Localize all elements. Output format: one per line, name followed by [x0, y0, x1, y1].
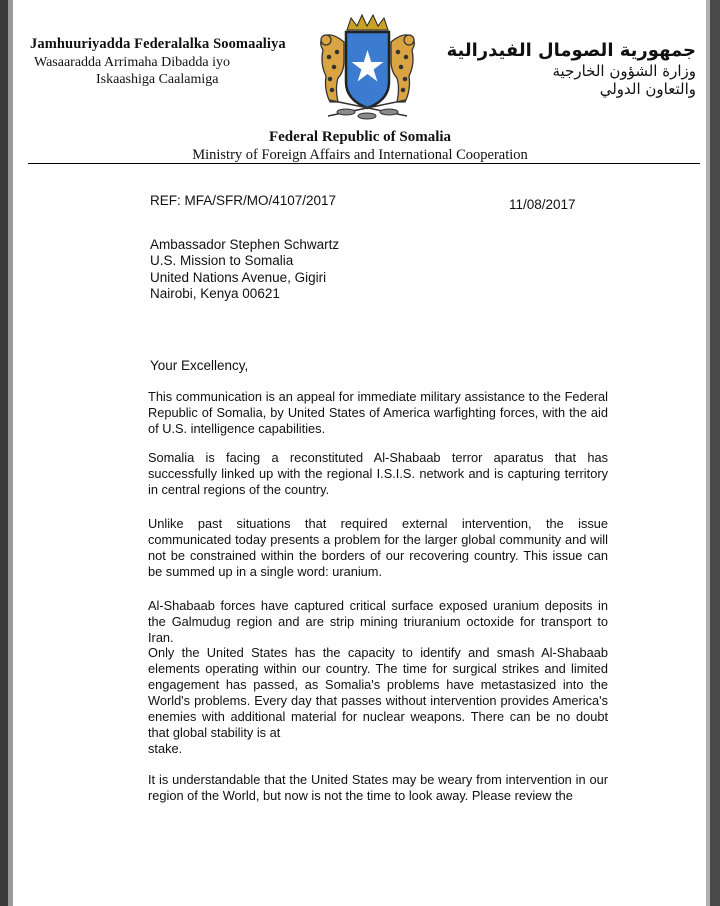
letterhead-arabic-line1: جمهورية الصومال الفيدرالية [446, 40, 696, 61]
recipient-street: United Nations Avenue, Gigiri [150, 269, 327, 285]
recipient-name: Ambassador Stephen Schwartz [150, 237, 340, 252]
paragraph-tail: stake. [148, 741, 183, 756]
recipient-city: Nairobi, Kenya 00621 [150, 285, 280, 301]
letterhead-title: Federal Republic of Somalia [268, 129, 452, 145]
paragraph: Somalia is facing a reconstituted Al-Shabaab terror aparatus that has successfully linked up with the regional I.S.I.S. network and is capturing territory in central regions of the country. [148, 450, 608, 497]
paragraph [148, 645, 608, 757]
letterhead-somali-line2: Wasaaradda Arrimaha Dibadda iyo [34, 55, 230, 70]
reference-number: REF: MFA/SFR/MO/4107/2017 [150, 193, 337, 208]
somalia-coat-of-arms-icon [310, 12, 425, 124]
paragraph-body: Only the United States has the capacity to identify and smash Al-Shabaab elements operating within our country. The time for surgical strikes and limited engagement has passed, as Somalia's problems have metastasized into the World's problems. Every day that passes without intervention provides America's enemies with additional material for nuclear weapons. There can be no doubt that global stability is at [148, 645, 608, 740]
letterhead-somali-line3: Iskaashiga Caalamiga [96, 72, 219, 87]
letterhead-arabic-line3: والتعاون الدولي [599, 80, 696, 98]
emblem-leopard-left [321, 35, 344, 102]
emblem-leopard-right [391, 35, 414, 102]
paragraph: Al-Shabaab forces have captured critical surface exposed uranium deposits in the Galmudug region and are strip mining triuranium octoxide for transport to Iran. [148, 598, 608, 645]
recipient-address [150, 237, 339, 302]
paragraph: This communication is an appeal for immediate military assistance to the Federal Republic of Somalia, by United States of America warfighting forces, with the aid of U.S. intelligence capabilities. [148, 389, 608, 436]
recipient-office: U.S. Mission to Somalia [150, 253, 294, 269]
letterhead-somali [30, 36, 286, 88]
letterhead-arabic-line2: وزارة الشؤون الخارجية [552, 62, 696, 80]
emblem-leaves [337, 109, 398, 119]
paragraph: It is understandable that the United States may be weary from intervention in our region of the World, but now is not the time to look away. Please review the [148, 772, 608, 803]
emblem-crown [347, 15, 388, 30]
salutation: Your Excellency, [150, 358, 249, 373]
letterhead-divider [28, 163, 700, 164]
letterhead-arabic [447, 40, 696, 98]
letterhead-ministry: Ministry of Foreign Affairs and International Cooperation [192, 147, 528, 163]
paragraph: Unlike past situations that required external intervention, the issue communicated today presents a problem for the larger global community and will not be constrained within the borders of our recovering country. This issue can be summed up in a single word: uranium. [148, 516, 608, 579]
letterhead-somali-line1: Jamhuuriyadda Federalalka Soomaaliya [30, 36, 286, 52]
letter-date: 11/08/2017 [509, 197, 576, 212]
